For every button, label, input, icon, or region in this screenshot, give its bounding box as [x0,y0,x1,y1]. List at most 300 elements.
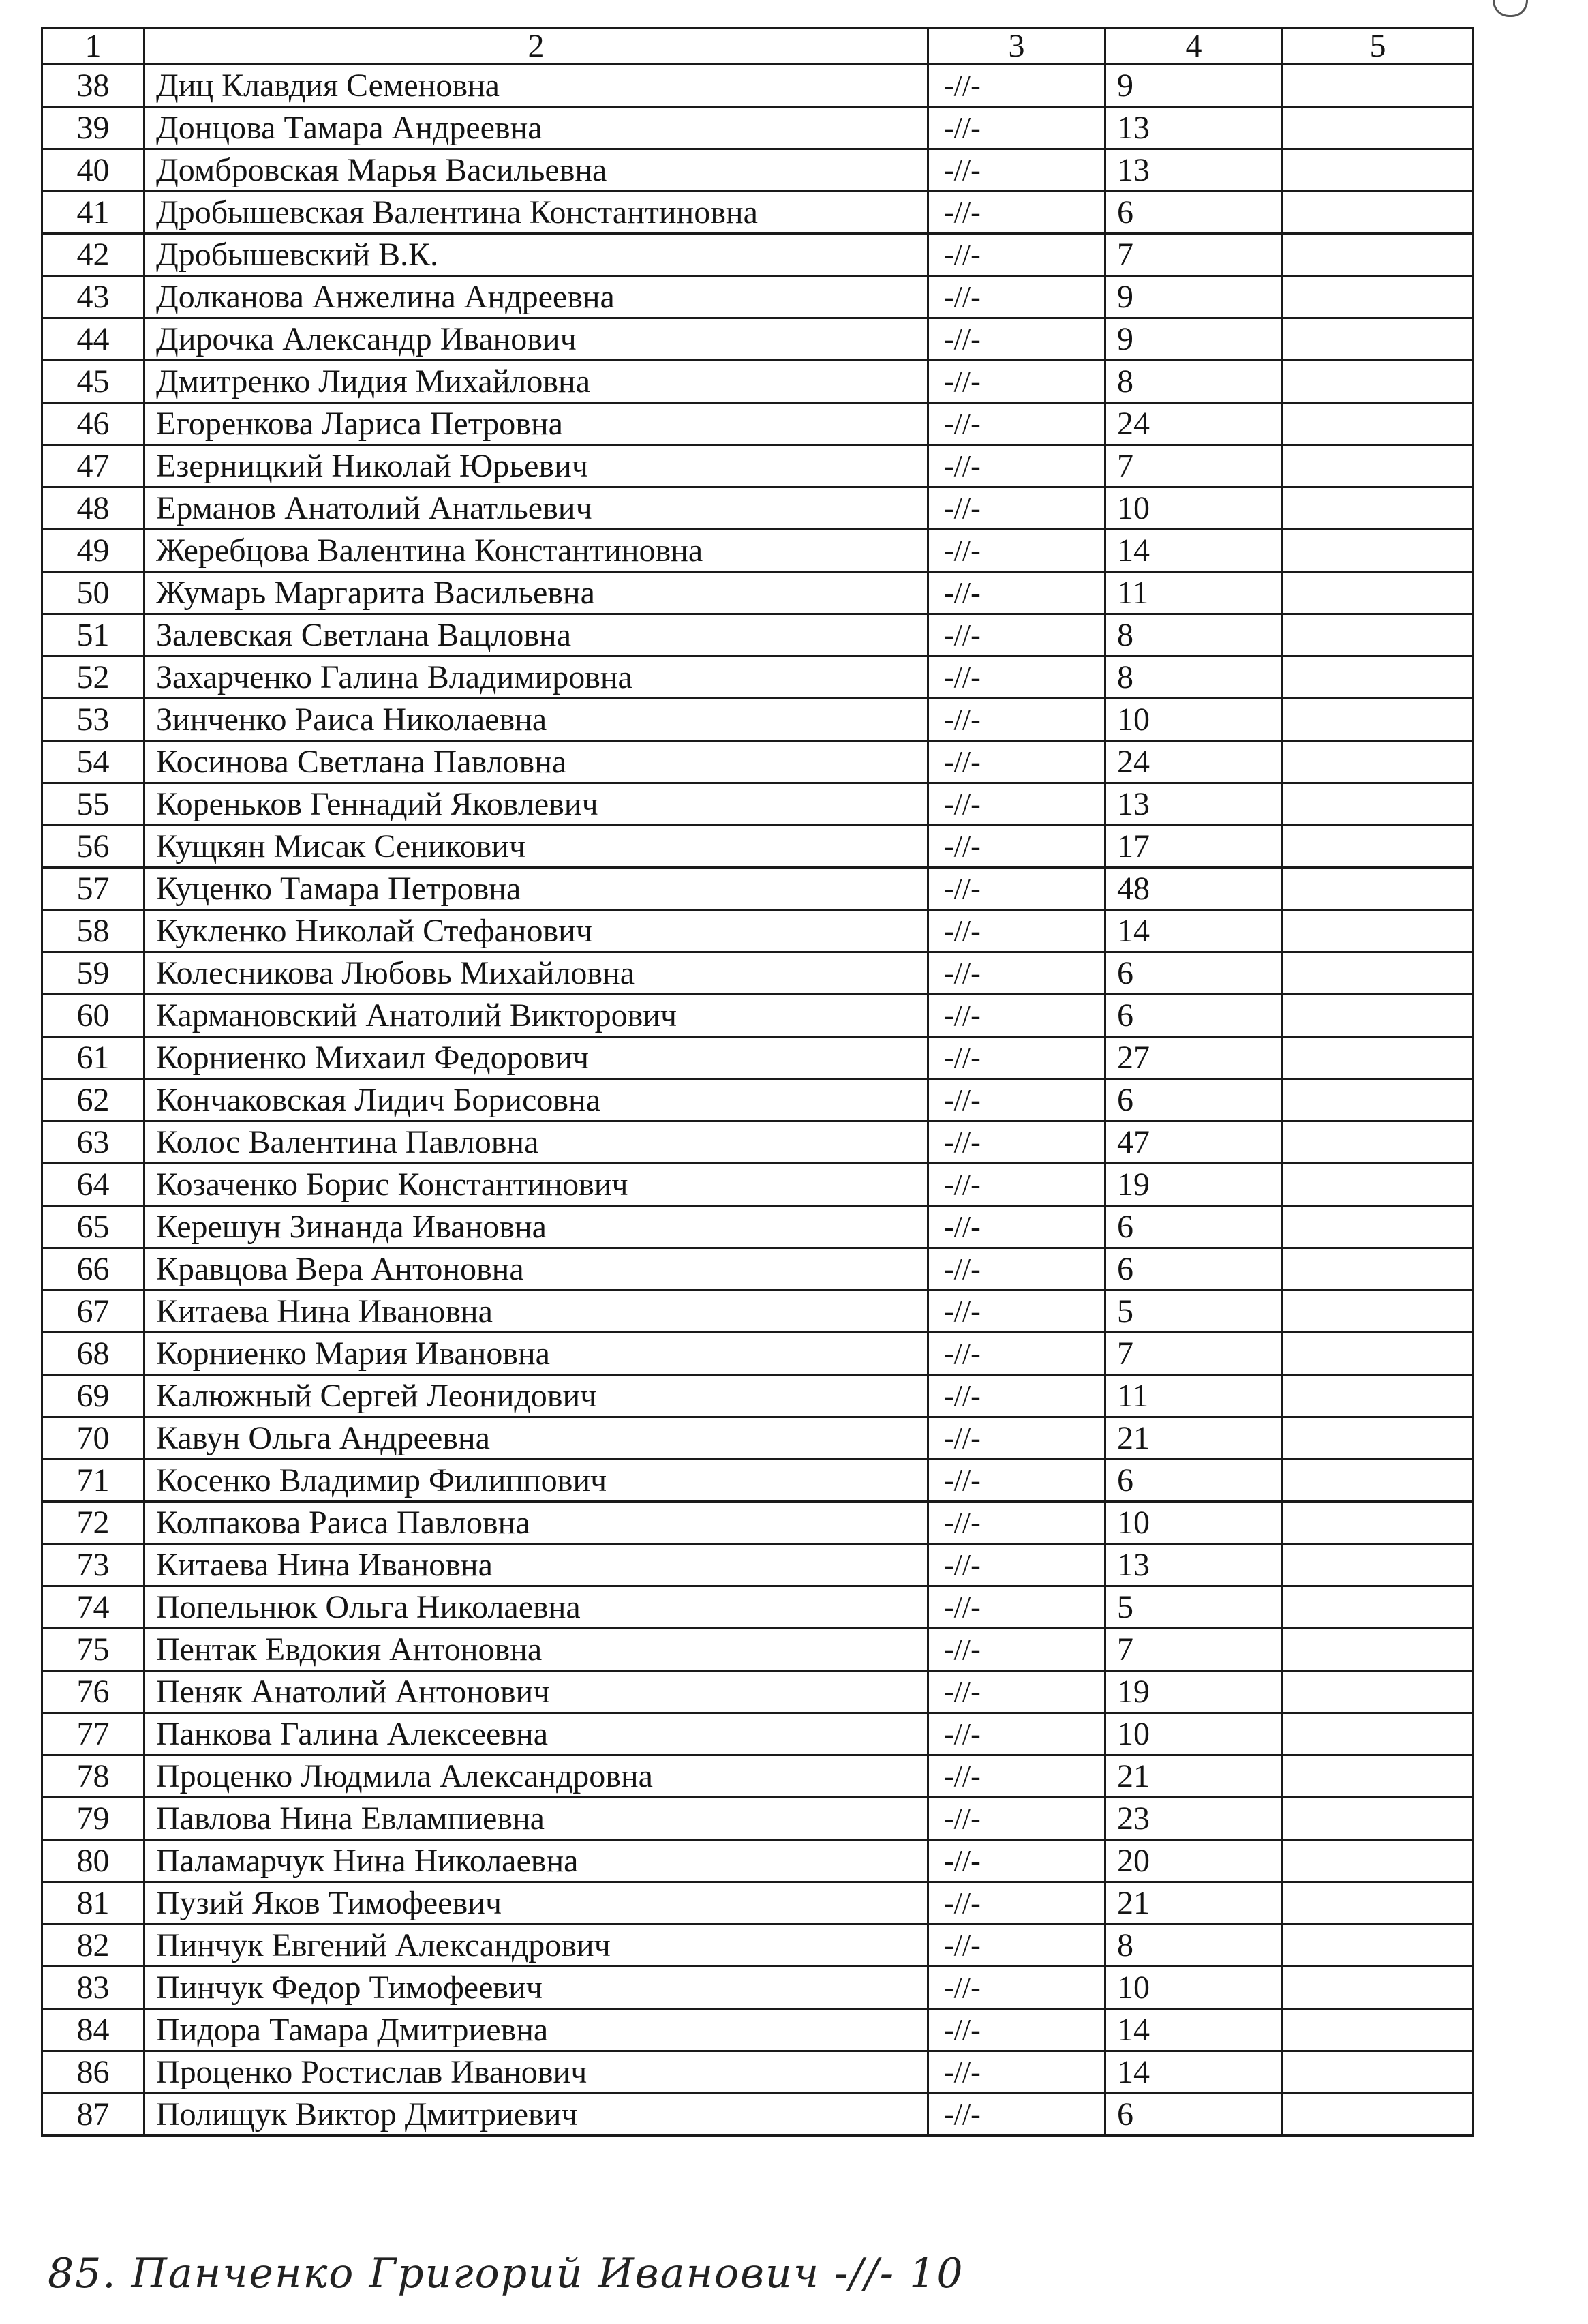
empty-cell [1283,1037,1474,1079]
person-name: Кравцова Вера Антоновна [144,1248,928,1291]
row-value: 24 [1105,403,1283,445]
row-number: 59 [42,952,144,995]
ditto-mark: -//- [928,1460,1105,1502]
person-name: Попельнюк Ольга Николаевна [144,1586,928,1629]
ditto-mark: -//- [928,1967,1105,2009]
ditto-mark: -//- [928,1333,1105,1375]
ditto-mark: -//- [928,1755,1105,1798]
table-row [42,1925,1474,1967]
ditto-mark: -//- [928,1925,1105,1967]
table-row [42,1671,1474,1713]
document-sheet [41,27,1472,2137]
ditto-mark: -//- [928,276,1105,318]
empty-cell [1283,2094,1474,2136]
empty-cell [1283,276,1474,318]
empty-cell [1283,1586,1474,1629]
empty-cell [1283,1248,1474,1291]
header-col-5: 5 [1283,29,1474,65]
row-number: 51 [42,614,144,657]
ditto-mark: -//- [928,361,1105,403]
person-name: Колпакова Раиса Павловна [144,1502,928,1544]
ditto-mark: -//- [928,1164,1105,1206]
table-row [42,657,1474,699]
header-row [42,29,1474,65]
row-number: 81 [42,1882,144,1925]
empty-cell [1283,1333,1474,1375]
row-number: 39 [42,107,144,149]
empty-cell [1283,65,1474,107]
empty-cell [1283,1164,1474,1206]
empty-cell [1283,1502,1474,1544]
table-row [42,445,1474,487]
row-value: 6 [1105,2094,1283,2136]
row-number: 72 [42,1502,144,1544]
ditto-mark: -//- [928,149,1105,192]
row-number: 86 [42,2051,144,2094]
row-value: 8 [1105,1925,1283,1967]
empty-cell [1283,699,1474,741]
empty-cell [1283,995,1474,1037]
row-number: 42 [42,234,144,276]
row-number: 52 [42,657,144,699]
person-name: Кавун Ольга Андреевна [144,1417,928,1460]
empty-cell [1283,2009,1474,2051]
row-number: 38 [42,65,144,107]
ditto-mark: -//- [928,1882,1105,1925]
row-number: 58 [42,910,144,952]
ditto-mark: -//- [928,1079,1105,1121]
row-value: 10 [1105,699,1283,741]
row-value: 10 [1105,487,1283,530]
table-row [42,1291,1474,1333]
row-number: 46 [42,403,144,445]
table-row [42,318,1474,361]
empty-cell [1283,1417,1474,1460]
table-row [42,1882,1474,1925]
empty-cell [1283,910,1474,952]
empty-cell [1283,614,1474,657]
table-row [42,699,1474,741]
ditto-mark: -//- [928,65,1105,107]
table-row [42,572,1474,614]
empty-cell [1283,445,1474,487]
row-value: 11 [1105,572,1283,614]
person-name: Проценко Людмила Александровна [144,1755,928,1798]
person-name: Косенко Владимир Филиппович [144,1460,928,1502]
table-row [42,826,1474,868]
row-value: 24 [1105,741,1283,783]
ditto-mark: -//- [928,868,1105,910]
ditto-mark: -//- [928,445,1105,487]
table-row [42,1840,1474,1882]
empty-cell [1283,2051,1474,2094]
row-number: 83 [42,1967,144,2009]
table-row [42,276,1474,318]
row-number: 70 [42,1417,144,1460]
person-name: Проценко Ростислав Иванович [144,2051,928,2094]
row-number: 69 [42,1375,144,1417]
empty-cell [1283,192,1474,234]
person-name: Пинчук Федор Тимофеевич [144,1967,928,2009]
table-row [42,614,1474,657]
ditto-mark: -//- [928,741,1105,783]
table-row [42,1629,1474,1671]
ditto-mark: -//- [928,2094,1105,2136]
person-name: Зинченко Раиса Николаевна [144,699,928,741]
ditto-mark: -//- [928,1375,1105,1417]
ditto-mark: -//- [928,783,1105,826]
table-row [42,995,1474,1037]
ditto-mark: -//- [928,1291,1105,1333]
row-number: 65 [42,1206,144,1248]
table-row [42,192,1474,234]
row-number: 45 [42,361,144,403]
empty-cell [1283,318,1474,361]
row-value: 17 [1105,826,1283,868]
table-row [42,2051,1474,2094]
ditto-mark: -//- [928,1544,1105,1586]
table-row [42,149,1474,192]
table-row [42,1121,1474,1164]
table-row [42,530,1474,572]
ditto-mark: -//- [928,572,1105,614]
empty-cell [1283,1079,1474,1121]
table-row [42,403,1474,445]
table-row [42,1079,1474,1121]
row-number: 56 [42,826,144,868]
person-name: Дробышевская Валентина Константиновна [144,192,928,234]
ditto-mark: -//- [928,1586,1105,1629]
row-value: 7 [1105,445,1283,487]
table-row [42,1417,1474,1460]
person-name: Косинова Светлана Павловна [144,741,928,783]
person-name: Калюжный Сергей Леонидович [144,1375,928,1417]
row-number: 49 [42,530,144,572]
row-value: 9 [1105,276,1283,318]
person-name: Кущкян Мисак Сеникович [144,826,928,868]
person-name: Езерницкий Николай Юрьевич [144,445,928,487]
row-number: 66 [42,1248,144,1291]
row-value: 23 [1105,1798,1283,1840]
empty-cell [1283,1291,1474,1333]
empty-cell [1283,783,1474,826]
row-value: 20 [1105,1840,1283,1882]
header-col-3: 3 [928,29,1105,65]
person-name: Кончаковская Лидич Борисовна [144,1079,928,1121]
row-number: 67 [42,1291,144,1333]
row-value: 11 [1105,1375,1283,1417]
header-col-4: 4 [1105,29,1283,65]
row-number: 50 [42,572,144,614]
row-number: 41 [42,192,144,234]
ditto-mark: -//- [928,487,1105,530]
row-number: 77 [42,1713,144,1755]
empty-cell [1283,1671,1474,1713]
person-name: Дмитренко Лидия Михайловна [144,361,928,403]
row-value: 19 [1105,1164,1283,1206]
person-name: Дирочка Александр Иванович [144,318,928,361]
row-value: 47 [1105,1121,1283,1164]
empty-cell [1283,361,1474,403]
row-number: 75 [42,1629,144,1671]
person-name: Донцова Тамара Андреевна [144,107,928,149]
row-value: 13 [1105,1544,1283,1586]
row-number: 48 [42,487,144,530]
row-value: 6 [1105,1206,1283,1248]
row-number: 47 [42,445,144,487]
table-row [42,1586,1474,1629]
person-name: Пузий Яков Тимофеевич [144,1882,928,1925]
empty-cell [1283,657,1474,699]
empty-cell [1283,1544,1474,1586]
person-name: Пеняк Анатолий Антонович [144,1671,928,1713]
empty-cell [1283,741,1474,783]
row-number: 79 [42,1798,144,1840]
person-name: Жеребцова Валентина Константиновна [144,530,928,572]
row-number: 74 [42,1586,144,1629]
empty-cell [1283,1755,1474,1798]
row-number: 40 [42,149,144,192]
table-row [42,1164,1474,1206]
table-row [42,1206,1474,1248]
ditto-mark: -//- [928,699,1105,741]
ditto-mark: -//- [928,1417,1105,1460]
row-value: 21 [1105,1882,1283,1925]
person-name: Куценко Тамара Петровна [144,868,928,910]
row-value: 7 [1105,1629,1283,1671]
row-number: 57 [42,868,144,910]
table-row [42,234,1474,276]
row-value: 21 [1105,1417,1283,1460]
ditto-mark: -//- [928,234,1105,276]
empty-cell [1283,403,1474,445]
ditto-mark: -//- [928,107,1105,149]
ditto-mark: -//- [928,403,1105,445]
table-row [42,910,1474,952]
person-name: Ерманов Анатолий Анатльевич [144,487,928,530]
ditto-mark: -//- [928,1840,1105,1882]
person-name: Кореньков Геннадий Яковлевич [144,783,928,826]
row-number: 64 [42,1164,144,1206]
row-number: 71 [42,1460,144,1502]
corner-stamp-mark [1493,0,1528,17]
person-name: Китаева Нина Ивановна [144,1291,928,1333]
row-value: 10 [1105,1967,1283,2009]
row-value: 7 [1105,1333,1283,1375]
empty-cell [1283,530,1474,572]
table-row [42,1460,1474,1502]
table-row [42,1502,1474,1544]
ditto-mark: -//- [928,1798,1105,1840]
row-value: 13 [1105,107,1283,149]
empty-cell [1283,1713,1474,1755]
empty-cell [1283,952,1474,995]
table-row [42,107,1474,149]
row-number: 76 [42,1671,144,1713]
header-col-1: 1 [42,29,144,65]
row-number: 54 [42,741,144,783]
person-name: Залевская Светлана Вацловна [144,614,928,657]
table-row [42,1333,1474,1375]
row-value: 5 [1105,1586,1283,1629]
empty-cell [1283,1840,1474,1882]
row-value: 6 [1105,1460,1283,1502]
row-value: 14 [1105,530,1283,572]
empty-cell [1283,1375,1474,1417]
row-value: 13 [1105,783,1283,826]
person-name: Керешун Зинанда Ивановна [144,1206,928,1248]
table-row [42,361,1474,403]
person-name: Жумарь Маргарита Васильевна [144,572,928,614]
table-row [42,2094,1474,2136]
person-name: Колос Валентина Павловна [144,1121,928,1164]
empty-cell [1283,1629,1474,1671]
table-row [42,952,1474,995]
empty-cell [1283,149,1474,192]
row-value: 14 [1105,910,1283,952]
table-row [42,783,1474,826]
row-value: 9 [1105,318,1283,361]
person-name: Панкова Галина Алексеевна [144,1713,928,1755]
empty-cell [1283,1460,1474,1502]
person-name: Дробышевский В.К. [144,234,928,276]
person-name: Паламарчук Нина Николаевна [144,1840,928,1882]
empty-cell [1283,1882,1474,1925]
row-value: 14 [1105,2051,1283,2094]
empty-cell [1283,868,1474,910]
row-value: 5 [1105,1291,1283,1333]
row-number: 63 [42,1121,144,1164]
person-name: Колесникова Любовь Михайловна [144,952,928,995]
row-number: 68 [42,1333,144,1375]
person-name: Пидора Тамара Дмитриевна [144,2009,928,2051]
row-number: 80 [42,1840,144,1882]
ditto-mark: -//- [928,826,1105,868]
table-row [42,1713,1474,1755]
table-row [42,1798,1474,1840]
row-value: 10 [1105,1502,1283,1544]
row-number: 73 [42,1544,144,1586]
row-number: 60 [42,995,144,1037]
person-name: Полищук Виктор Дмитриевич [144,2094,928,2136]
register-table [41,27,1474,2137]
empty-cell [1283,1121,1474,1164]
ditto-mark: -//- [928,1629,1105,1671]
row-value: 6 [1105,952,1283,995]
table-row [42,1544,1474,1586]
row-value: 21 [1105,1755,1283,1798]
ditto-mark: -//- [928,1671,1105,1713]
person-name: Захарченко Галина Владимировна [144,657,928,699]
table-row [42,1967,1474,2009]
person-name: Пентак Евдокия Антоновна [144,1629,928,1671]
row-value: 9 [1105,65,1283,107]
ditto-mark: -//- [928,1248,1105,1291]
empty-cell [1283,826,1474,868]
empty-cell [1283,107,1474,149]
row-value: 13 [1105,149,1283,192]
row-number: 43 [42,276,144,318]
row-value: 7 [1105,234,1283,276]
row-value: 14 [1105,2009,1283,2051]
person-name: Корниенко Мария Ивановна [144,1333,928,1375]
ditto-mark: -//- [928,657,1105,699]
table-row [42,868,1474,910]
person-name: Китаева Нина Ивановна [144,1544,928,1586]
row-number: 87 [42,2094,144,2136]
table-row [42,487,1474,530]
table-row [42,1755,1474,1798]
row-number: 53 [42,699,144,741]
ditto-mark: -//- [928,192,1105,234]
row-value: 19 [1105,1671,1283,1713]
person-name: Егоренкова Лариса Петровна [144,403,928,445]
empty-cell [1283,572,1474,614]
ditto-mark: -//- [928,1502,1105,1544]
row-value: 6 [1105,995,1283,1037]
row-number: 44 [42,318,144,361]
person-name: Пинчук Евгений Александрович [144,1925,928,1967]
row-number: 84 [42,2009,144,2051]
row-value: 27 [1105,1037,1283,1079]
row-number: 82 [42,1925,144,1967]
ditto-mark: -//- [928,1713,1105,1755]
table-row [42,1037,1474,1079]
person-name: Козаченко Борис Константинович [144,1164,928,1206]
row-value: 6 [1105,192,1283,234]
ditto-mark: -//- [928,530,1105,572]
row-number: 62 [42,1079,144,1121]
person-name: Кукленко Николай Стефанович [144,910,928,952]
table-row [42,1375,1474,1417]
ditto-mark: -//- [928,1037,1105,1079]
row-value: 48 [1105,868,1283,910]
row-value: 6 [1105,1248,1283,1291]
table-row [42,2009,1474,2051]
person-name: Домбровская Марья Васильевна [144,149,928,192]
ditto-mark: -//- [928,952,1105,995]
row-number: 61 [42,1037,144,1079]
person-name: Павлова Нина Евлампиевна [144,1798,928,1840]
ditto-mark: -//- [928,2009,1105,2051]
person-name: Диц Клавдия Семеновна [144,65,928,107]
row-value: 8 [1105,614,1283,657]
row-value: 8 [1105,657,1283,699]
table-row [42,741,1474,783]
ditto-mark: -//- [928,318,1105,361]
person-name: Корниенко Михаил Федорович [144,1037,928,1079]
header-col-2: 2 [144,29,928,65]
row-value: 10 [1105,1713,1283,1755]
ditto-mark: -//- [928,1121,1105,1164]
empty-cell [1283,1925,1474,1967]
table-row [42,65,1474,107]
ditto-mark: -//- [928,910,1105,952]
ditto-mark: -//- [928,995,1105,1037]
row-number: 78 [42,1755,144,1798]
row-number: 55 [42,783,144,826]
ditto-mark: -//- [928,1206,1105,1248]
handwritten-note: 85. Панченко Григорий Иванович -//- 10 [48,2250,964,2297]
table-body [42,65,1474,2136]
person-name: Долканова Анжелина Андреевна [144,276,928,318]
ditto-mark: -//- [928,2051,1105,2094]
table-header [42,29,1474,65]
empty-cell [1283,1206,1474,1248]
ditto-mark: -//- [928,614,1105,657]
person-name: Кармановский Анатолий Викторович [144,995,928,1037]
empty-cell [1283,1967,1474,2009]
